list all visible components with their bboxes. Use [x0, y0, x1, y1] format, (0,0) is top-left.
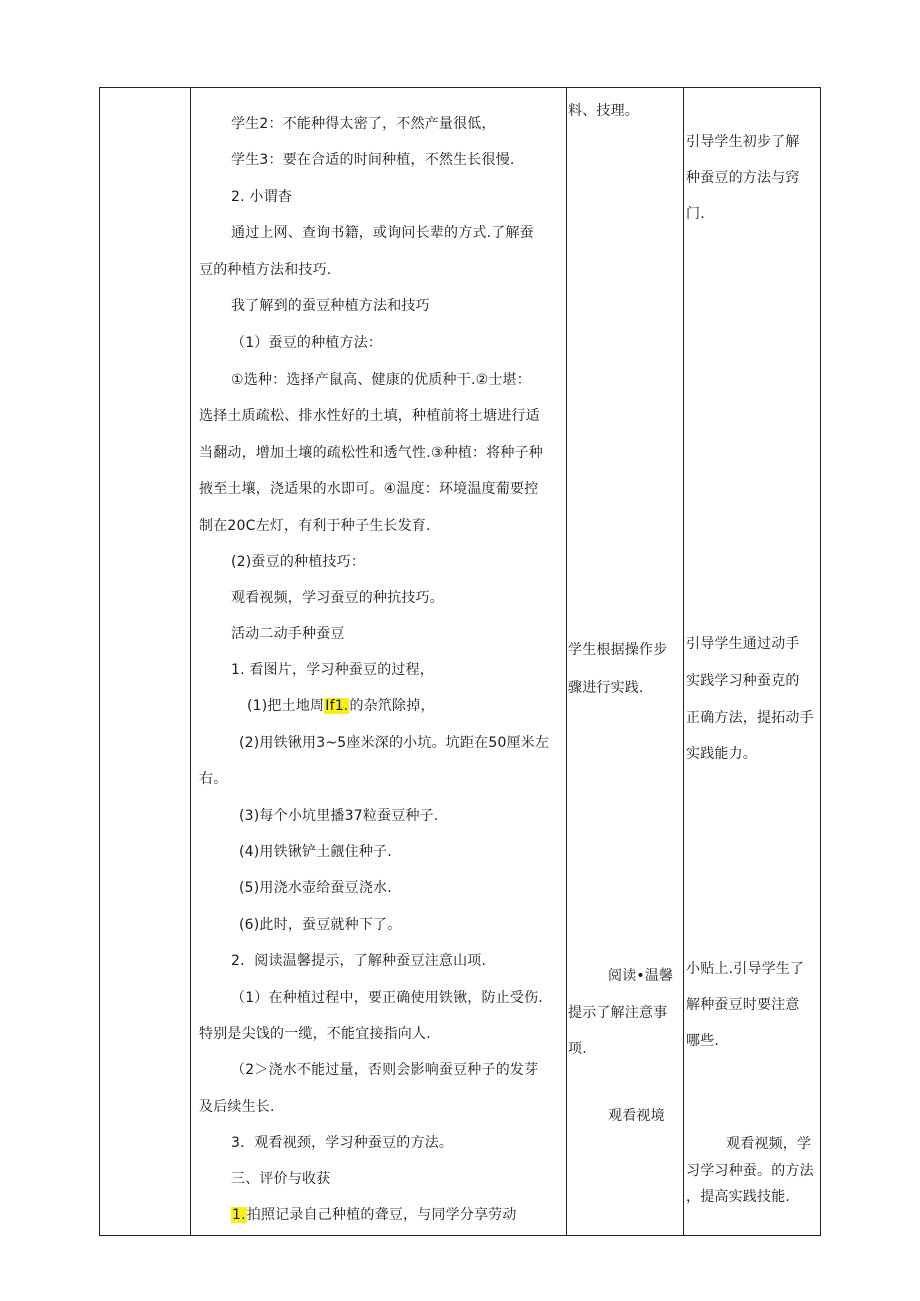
text-line: [231, 1205, 517, 1225]
text-line: 1. 看图片，学习种蚕豆的过程，: [231, 662, 435, 678]
text-line: 学生根据操作步: [568, 642, 668, 658]
text-line: 学生2：不能种得太密了，不然产量很低，: [231, 116, 496, 132]
highlight-mark: If1.: [325, 698, 349, 714]
text-line: 习学习种蚕。的方法: [686, 1163, 814, 1179]
text-line: 右。: [199, 771, 228, 787]
text-line: 引导学生初步了解: [686, 134, 800, 150]
text-line: （1）蚕豆的种植方法：: [231, 335, 383, 351]
text-line: 实践学习种蚕克的: [686, 673, 800, 689]
text-line: 种蚕豆的方法与窍: [686, 170, 800, 186]
text-line: 特别是尖饯的一缆，不能宜接指向人.: [199, 1026, 431, 1042]
text-line: 项.: [568, 1041, 587, 1057]
text-line: 阅读•温馨: [608, 968, 674, 984]
student-activity-cell: [567, 88, 683, 1235]
section-heading: 2. 小谓杳: [231, 189, 293, 205]
left-empty-cell: [100, 88, 190, 1235]
text-line: 豆的种植方法和技巧.: [199, 262, 332, 278]
text-line: ①选种：选择产鼠高、健康的优质种干.②士堪：: [231, 372, 531, 388]
text-line: 小贴上.引导学生了: [686, 961, 805, 977]
lesson-table: [99, 87, 821, 1236]
text-segment: (1)把土地周: [247, 698, 325, 714]
text-line: 制在20C左灯，有利于种子生长发育.: [199, 518, 431, 534]
text-line: 引导学生通过动手: [686, 636, 800, 652]
text-segment: 拍照记录自己种植的聋豆，与同学分享劳动: [246, 1207, 517, 1223]
text-line: 观看视频，学习蚕豆的种抗技巧。: [231, 590, 444, 606]
text-line: (3)每个小坑里播37粒蚕豆种子.: [239, 808, 439, 824]
text-line: 观看视境: [608, 1108, 665, 1124]
text-line: （2＞浇水不能过量，否则会影响蚕豆种子的发芽: [231, 1062, 539, 1078]
text-line: 我了解到的蚕豆种植方法和技巧: [231, 298, 430, 314]
text-line: 观看视频，学: [726, 1136, 812, 1152]
text-line: 及后续生长.: [199, 1099, 275, 1115]
text-line: 当翻动，增加土壤的疏松性和透气性.③种植：将种子种: [199, 445, 543, 461]
text-line: 正确方法，提拓动手: [686, 710, 814, 726]
highlight-mark: 1.: [232, 1207, 246, 1223]
text-line: 2．阅读温馨提示，了解种蚕豆注意山项.: [231, 953, 487, 969]
text-line: 实践能力。: [686, 746, 757, 762]
text-line: (2)用铁锹用3~5座米深的小坑。坑距在50厘米左: [239, 735, 550, 751]
text-line: 通过上网、查询书籍，或询问长辈的方式.了解蚕: [231, 225, 534, 241]
text-segment: 的杂笊除掉，: [349, 698, 435, 714]
text-line: 哪些.: [686, 1033, 720, 1049]
text-line: 门.: [686, 206, 705, 222]
text-line: 提示了解注意事: [568, 1005, 668, 1021]
text-line: ，提高实践技能.: [686, 1189, 791, 1205]
text-line: 料、技理。: [568, 103, 639, 119]
text-line: (6)此时，蚕豆就种下了。: [239, 917, 402, 933]
text-line: 学生3：要在合适的时间种植，不然生长很慢.: [231, 152, 515, 168]
text-line: （1）在种植过程中，要正确使用铁锹，防止受伤.: [231, 990, 543, 1006]
text-line: 解种蚕豆时要注意: [686, 997, 800, 1013]
text-line: (4)用铁锹铲土觎住种子.: [239, 844, 392, 860]
text-line: (5)用浇水壶给蚕豆浇水.: [239, 880, 392, 896]
text-line: 骤进行实践.: [568, 680, 644, 696]
text-line: [247, 696, 435, 716]
text-line: (2)蚕豆的种植技巧：: [231, 554, 366, 570]
text-line: 3．观看视颈，学习种蚕豆的方法。: [231, 1135, 454, 1151]
text-line: 选择土质疏松、排水性好的土填，种植前将土塘进行适: [199, 408, 540, 424]
section-heading: 三、评价与收获: [231, 1171, 331, 1187]
section-heading: 活动二动手种蚕豆: [231, 626, 345, 642]
design-intent-cell: [684, 88, 820, 1235]
text-line: 掖至土壤，浇适果的水即可。④温度：环境温度葡要控: [199, 481, 539, 497]
teaching-process-cell: [191, 88, 566, 1235]
